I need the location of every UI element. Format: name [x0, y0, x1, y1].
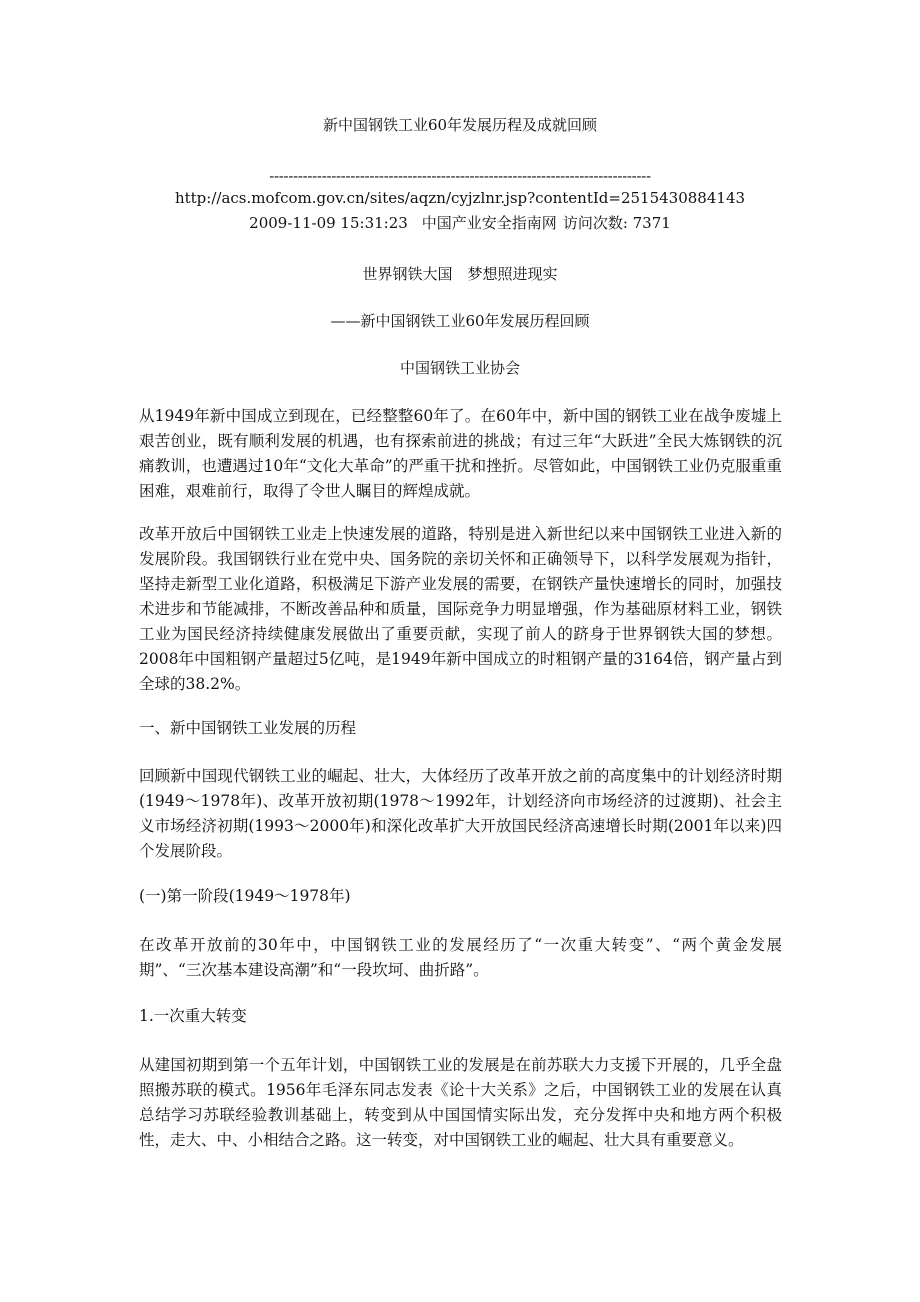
paragraph-stages: 回顾新中国现代钢铁工业的崛起、壮大，大体经历了改革开放之前的高度集中的计划经济时期(1949～1978年)、改革开放初期(1978～1992年，计划经济向市场经济的过渡期)、社会主义市场经济初期(1993～2000年)和深化改革扩大开放国民经济高速增长时期(2001年以来)四个发展阶段。 — [139, 767, 782, 860]
publish-datetime: 2009-11-09 15:31:23 — [249, 214, 408, 232]
source-site: 中国产业安全指南网 — [421, 214, 557, 232]
author: 中国钢铁工业协会 — [399, 359, 520, 377]
headline: 世界钢铁大国 梦想照进现实 — [362, 265, 558, 283]
paragraph-subsection1: 从建国初期到第一个五年计划，中国钢铁工业的发展是在前苏联大力支援下开展的，几乎全盘照搬苏联的模式。1956年毛泽东同志发表《论十大关系》之后，中国钢铁工业的发展在认真总结学习苏联经验教训基础上，转变到从中国国情实际出发，充分发挥中央和地方两个积极性，走大、中、小相结合之路。这一转变，对中国钢铁工业的崛起、壮大具有重要意义。 — [139, 1056, 782, 1149]
paragraph-reform: 改革开放后中国钢铁工业走上快速发展的道路，特别是进入新世纪以来中国钢铁工业进入新的发展阶段。我国钢铁行业在党中央、国务院的亲切关怀和正确领导下，以科学发展观为指针，坚持走新型工业化道路，积极满足下游产业发展的需要，在钢铁产量快速增长的同时，加强技术进步和节能减排，不断改善品种和质量，国际竞争力明显增强，作为基础原材料工业，钢铁工业为国民经济持续健康发展做出了重要贡献，实现了前人的跻身于世界钢铁大国的梦想。2008年中国粗钢产量超过5亿吨，是1949年新中国成立的时粗钢产量的3164倍，钢产量占到全球的38.2%。 — [139, 525, 782, 693]
visit-count: 访问次数: 7371 — [562, 214, 671, 232]
subsection-heading-1: 1.一次重大转变 — [139, 1007, 247, 1025]
document-title: 新中国钢铁工业60年发展历程及成就回顾 — [322, 116, 598, 134]
stage-heading-1: (一)第一阶段(1949～1978年) — [139, 887, 351, 905]
paragraph-intro: 从1949年新中国成立到现在，已经整整60年了。在60年中，新中国的钢铁工业在战争废墟上艰苦创业，既有顺利发展的机遇，也有探索前进的挑战；有过三年“大跃进”全民大炼钢铁的沉痛教训，也遭遇过10年“文化大革命”的严重干扰和挫折。尽管如此，中国钢铁工业仍克服重重困难，艰难前行，取得了令世人瞩目的辉煌成就。 — [139, 407, 782, 500]
subheadline: ——新中国钢铁工业60年发展历程回顾 — [330, 312, 590, 330]
meta-line — [0, 211, 920, 235]
source-url: http://acs.mofcom.gov.cn/sites/aqzn/cyjzlnr.jsp?contentId=2515430884143 — [174, 189, 746, 207]
divider-line: -------------------------------------------------------------------------------- — [269, 167, 651, 185]
section-heading-history: 一、新中国钢铁工业发展的历程 — [139, 719, 357, 737]
paragraph-stage1: 在改革开放前的30年中，中国钢铁工业的发展经历了“一次重大转变”、“两个黄金发展期”、“三次基本建设高潮”和“一段坎坷、曲折路”。 — [139, 936, 782, 979]
